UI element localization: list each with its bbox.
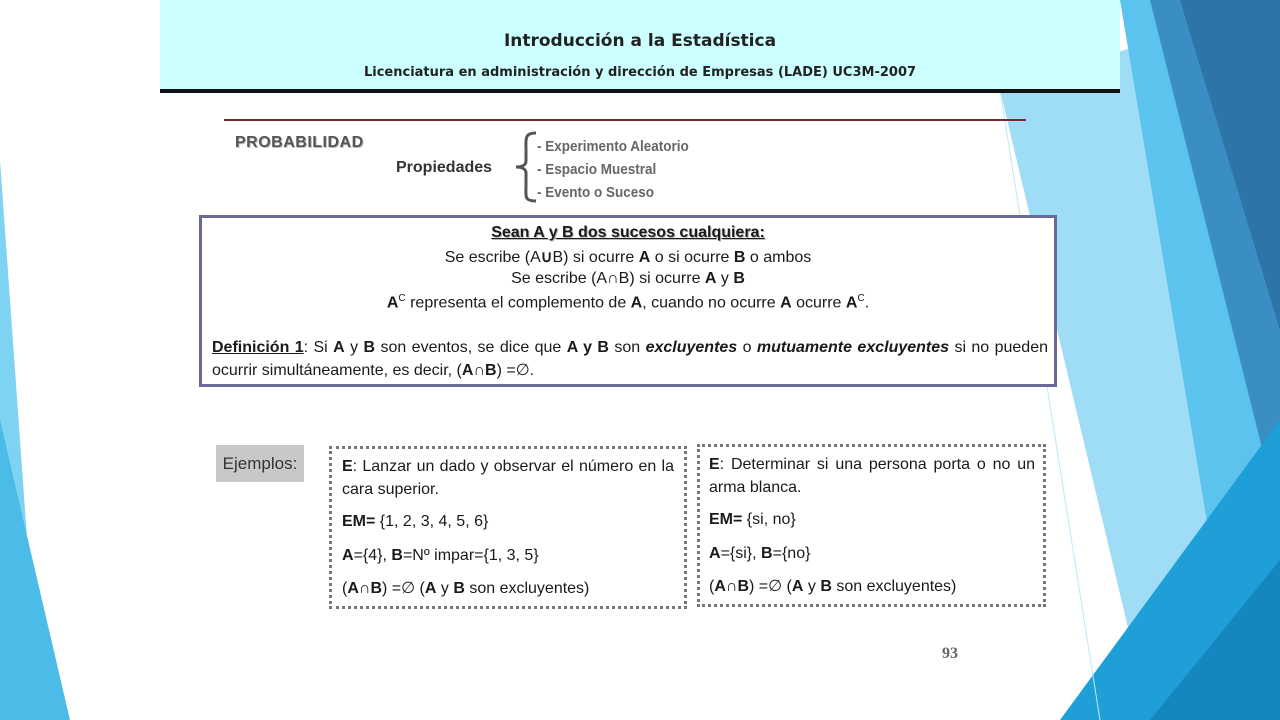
example2-conclusion: (A∩B) =∅ (A y B son excluyentes) [709, 578, 957, 595]
example1-conclusion: (A∩B) =∅ (A y B son excluyentes) [342, 580, 590, 597]
slide-header [160, 0, 1120, 93]
brace-item-espacio: - Espacio Muestral [537, 161, 657, 178]
example1-experiment: E: Lanzar un dado y observar el número en la cara superior. [342, 458, 674, 498]
ejemplos-label: Ejemplos: [216, 445, 304, 482]
intersection-line: Se escribe (A∩B) si ocurre A y B [511, 270, 745, 287]
section-title: PROBABILIDAD [235, 134, 364, 151]
brace-item-experimento: - Experimento Aleatorio [537, 138, 689, 155]
example2-experiment: E: Determinar si una persona porta o no un arma blanca. [709, 456, 1035, 496]
example-box-arma [697, 444, 1046, 607]
example-box-dado [329, 446, 687, 609]
page-number: 93 [942, 645, 958, 662]
header-title: Introducción a la Estadística [503, 31, 777, 51]
example2-em: EM= {si, no} [709, 511, 796, 528]
complement-line: $A^C$ representa el complemento de A, cuando no ocurre A ocurre $A^C$. [386, 293, 870, 312]
example1-events: A={4}, B=Nº impar={1, 3, 5} [342, 547, 539, 564]
definition-1: Definición 1: Si A y B son eventos, se dice que A y B son excluyentes o mutuamente excluyentes si no pueden ocurrir simultáneamente, es decir, (A∩B) =∅. [212, 339, 1049, 379]
definitions-box [199, 215, 1057, 387]
header-subtitle: Licenciatura en administración y dirección de Empresas (LADE) UC3M-2007 [363, 65, 917, 80]
brace-item-evento: - Evento o Suceso [537, 184, 655, 201]
curly-brace-icon [506, 131, 540, 203]
union-line: Se escribe (A∪B) si ocurre A o si ocurre B o ambos [444, 249, 812, 266]
divider-line [224, 119, 1026, 121]
box-heading: Sean A y B dos sucesos cualquiera: [491, 224, 765, 241]
propiedades-label: Propiedades [396, 159, 493, 176]
example1-em: EM= {1, 2, 3, 4, 5, 6} [342, 513, 489, 530]
example2-events: A={si}, B={no} [709, 545, 811, 562]
